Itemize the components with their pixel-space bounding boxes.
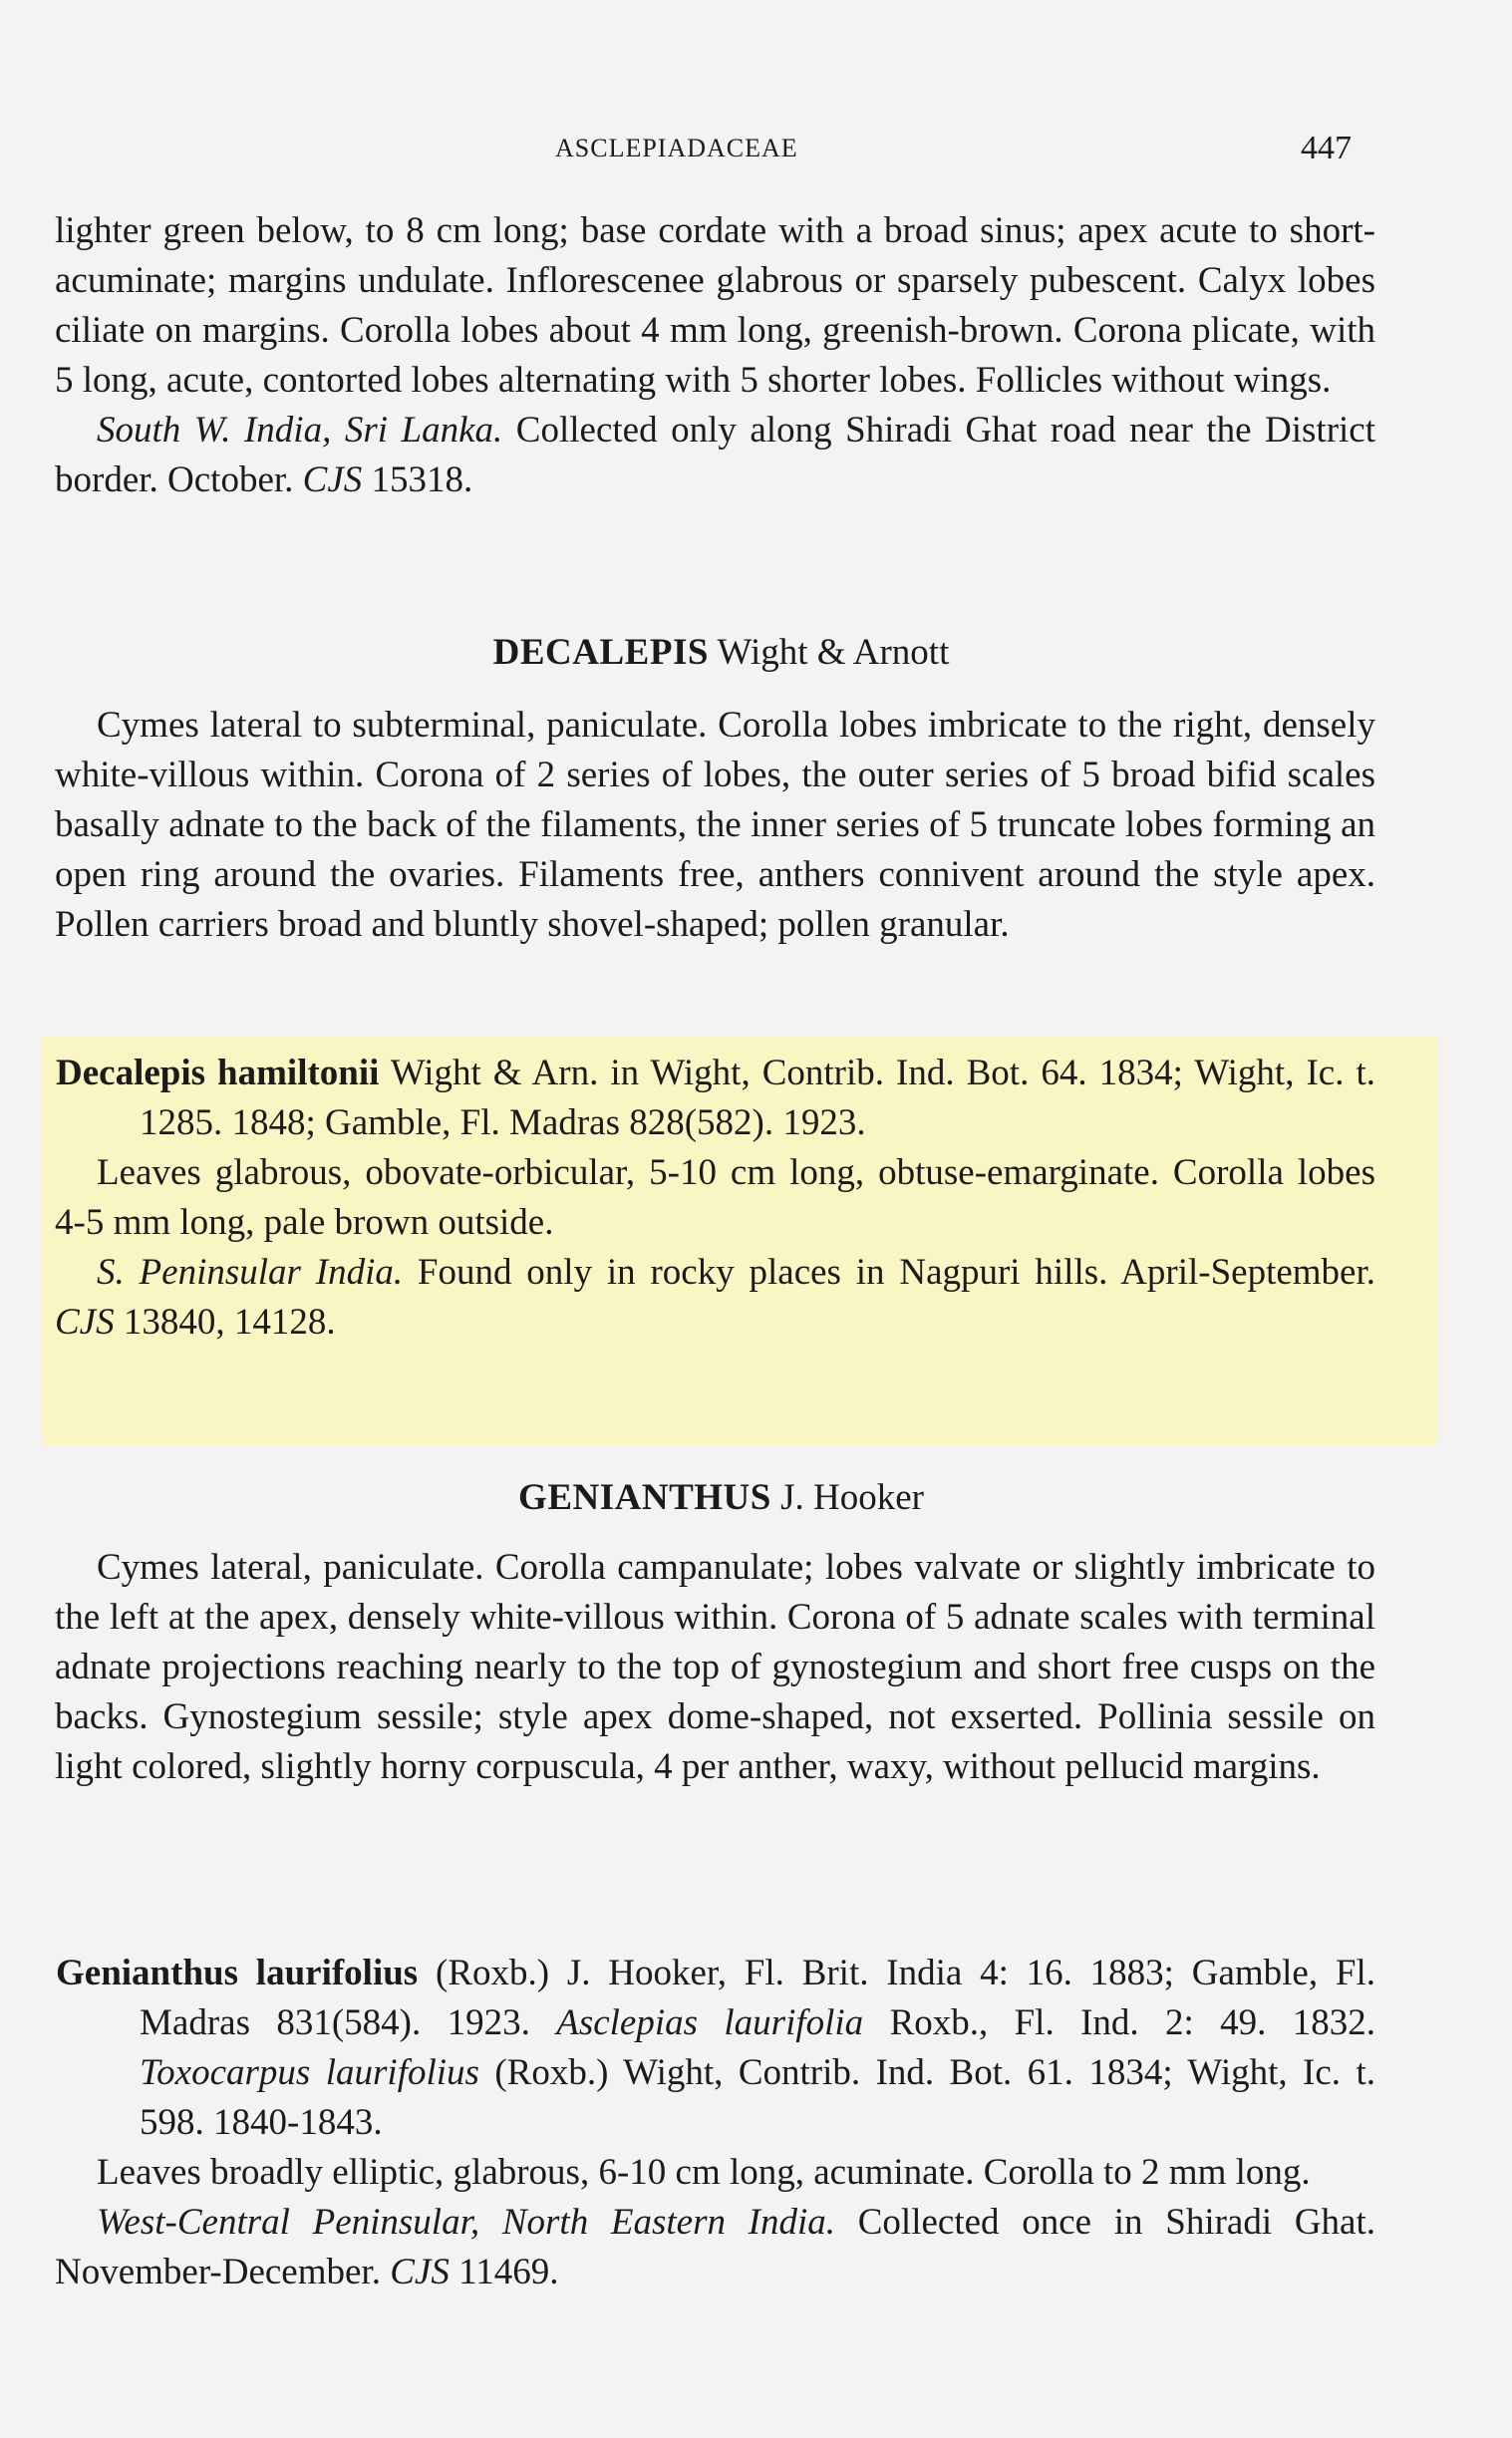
genianthus-species-distribution-para	[0, 2198, 1512, 2297]
decalepis-genus-author: Wight & Arnott	[717, 632, 950, 673]
genianthus-synonym-1: Asclepias laurifolia	[556, 2002, 864, 2043]
intro-description: lighter green below, to 8 cm long; base cordate with a broad sinus; apex acute to short-acuminate; margins undulate. Inflorescenee glabrous or sparsely pubescent. Calyx lobes ciliate on margins. Corolla lobes about 4 mm long, greenish-brown. Corona plicate, with 5 long, acute, contorted lobes alternating with 5 shorter lobes. Follicles without wings.	[55, 210, 1375, 401]
decalepis-genus-description: Cymes lateral to subterminal, paniculate. Corolla lobes imbricate to the right, densely white-villous within. Corona of 2 series of lobes, the outer series of 5 broad bifid scales basally adnate to the back of the filaments, the inner series of 5 truncate lobes forming an open ring around the ovaries. Filaments free, anthers connivent around the style apex. Pollen carriers broad and bluntly shovel-shaped; pollen granular.	[55, 705, 1375, 945]
genianthus-species-description: Leaves broadly elliptic, glabrous, 6-10 cm long, acuminate. Corolla to 2 mm long.	[97, 2152, 1311, 2193]
genianthus-genus-name: GENIANTHUS	[518, 1477, 771, 1518]
page-header	[0, 130, 1512, 179]
page-number: 447	[1301, 130, 1352, 166]
genianthus-voucher-numbers: 11469.	[458, 2252, 559, 2292]
genianthus-genus-heading	[0, 1473, 1512, 1523]
decalepis-genus-heading	[0, 628, 1512, 678]
intro-section	[0, 206, 1512, 505]
running-head: ASCLEPIADACEAE	[555, 134, 798, 162]
genianthus-voucher-code: CJS	[390, 2252, 450, 2292]
decalepis-voucher-code: CJS	[55, 1302, 115, 1343]
intro-collection: Collected only along Shiradi Ghat road near the District border. October.	[55, 410, 1376, 500]
decalepis-species-distribution: S. Peninsular India.	[97, 1252, 404, 1293]
genianthus-species-entry	[0, 1949, 1512, 2297]
decalepis-species-heading	[0, 1049, 1512, 1148]
genianthus-genus-description: Cymes lateral, paniculate. Corolla campanulate; lobes valvate or slightly imbricate to the left at the apex, densely white-villous within. Corona of 5 adnate scales with terminal adnate projections reaching nearly to the top of gynostegium and short free cusps on the backs. Gynostegium sessile; style apex dome-shaped, not exserted. Pollinia sessile on light colored, slightly horny corpuscula, 4 per anther, waxy, without pellucid margins.	[55, 1547, 1375, 1787]
intro-voucher-numbers: 15318.	[371, 459, 473, 500]
intro-distribution: South W. India, Sri Lanka.	[97, 410, 503, 451]
decalepis-species-entry	[0, 1049, 1512, 1348]
genianthus-species-heading: Genianthus laurifolius (Roxb.) J. Hooker, Fl. Brit. India 4: 16. 1883; Gamble, Fl. Madras 831(584). 1923. Asclepias laurifolia Roxb., Fl. Ind. 2: 49. 1832. Toxocarpus laurifolius (Roxb.) Wight, Contrib. Ind. Bot. 61. 1834; Wight, Ic. t. 598. 1840-1843.	[56, 1953, 1376, 2143]
decalepis-species-name: Decalepis hamiltonii	[56, 1053, 380, 1093]
genianthus-species-name: Genianthus laurifolius	[56, 1953, 419, 1993]
decalepis-species-citation: Wight & Arn. in Wight, Contrib. Ind. Bot. 64. 1834; Wight, Ic. t. 1285. 1848; Gamble, Fl. Madras 828(582). 1923.	[140, 1053, 1375, 1143]
intro-distribution-para	[0, 406, 1512, 505]
genianthus-synonym-2: Toxocarpus laurifolius	[140, 2052, 479, 2093]
decalepis-voucher-numbers: 13840, 14128.	[123, 1302, 336, 1343]
decalepis-species-collection: Found only in rocky places in Nagpuri hills. April-September.	[417, 1252, 1376, 1293]
genianthus-genus-author: J. Hooker	[780, 1477, 924, 1518]
intro-voucher-code: CJS	[302, 459, 363, 500]
decalepis-species-description: Leaves glabrous, obovate-orbicular, 5-10 cm long, obtuse-emarginate. Corolla lobes 4-5 mm long, pale brown outside.	[55, 1152, 1375, 1243]
decalepis-species-distribution-para	[0, 1248, 1512, 1348]
genianthus-species-distribution: West-Central Peninsular, North Eastern India.	[97, 2202, 836, 2243]
genianthus-species-collection: Collected once in Shiradi Ghat. November-December.	[55, 2202, 1376, 2292]
decalepis-genus-name: DECALEPIS	[492, 632, 709, 673]
